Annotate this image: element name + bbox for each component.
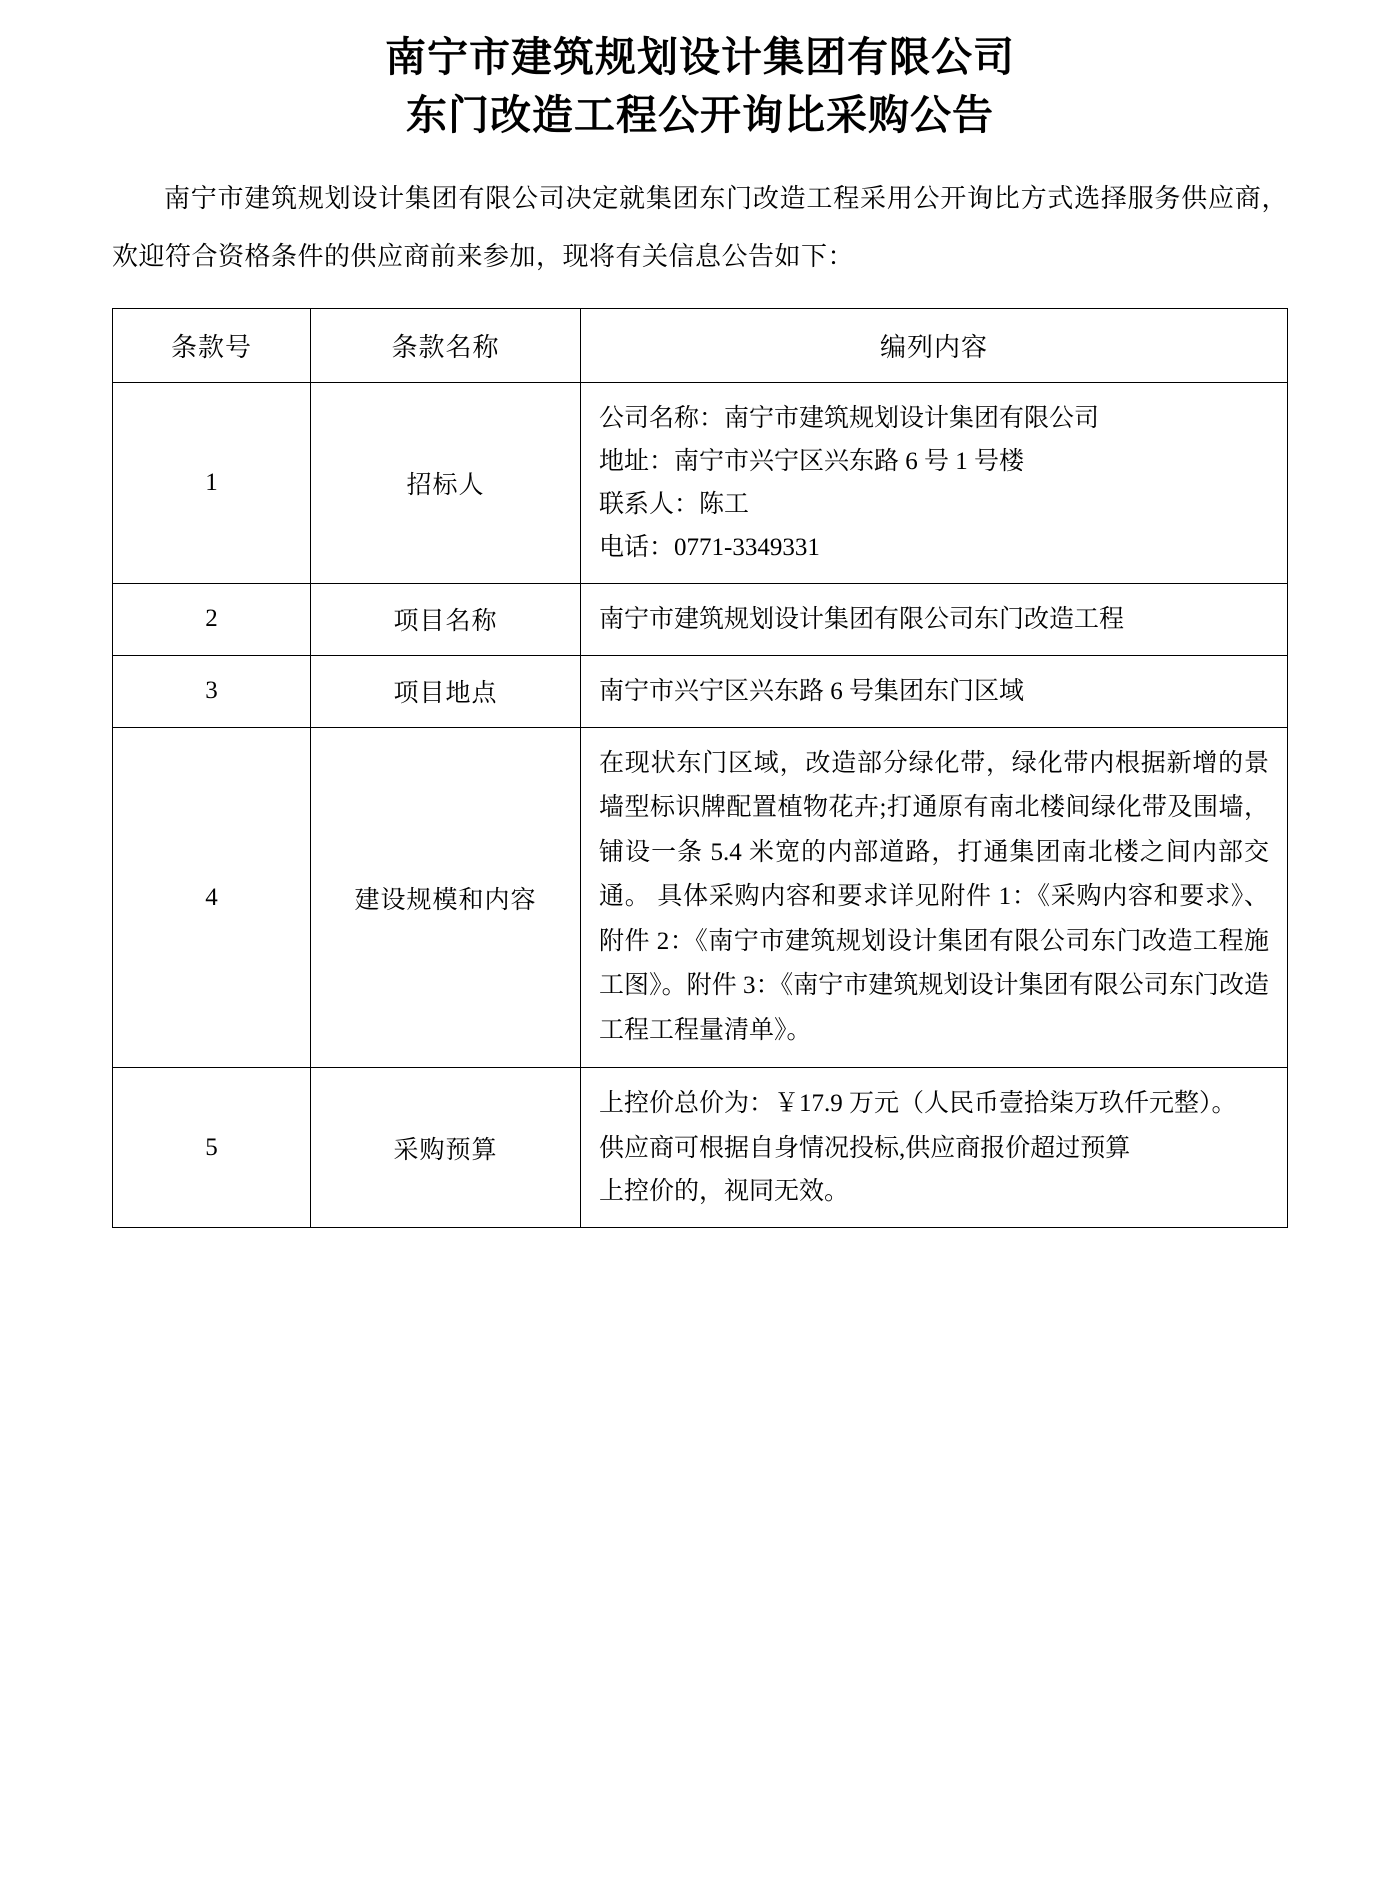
row-number: 2 [113,583,311,655]
intro-paragraph: 南宁市建筑规划设计集团有限公司决定就集团东门改造工程采用公开询比方式选择服务供应商，欢迎符合资格条件的供应商前来参加，现将有关信息公告如下： [112,184,1288,272]
table-header-row [113,308,1288,382]
column-header-name: 条款名称 [311,308,581,382]
table-row [113,1068,1288,1228]
row-content [581,727,1288,1068]
page-title-line-2: 东门改造工程公开询比采购公告 [406,92,994,139]
row-name: 项目地点 [311,655,581,727]
content-line: 公司名称：南宁市建筑规划设计集团有限公司 [599,404,1100,432]
row-name: 招标人 [311,382,581,583]
notice-table [112,308,1288,1228]
column-header-content: 编列内容 [581,308,1288,382]
content-line: 联系人：陈工 [599,490,750,518]
row-content [581,1068,1288,1228]
page-title-line-1: 南宁市建筑规划设计集团有限公司 [385,34,1015,80]
content-line: 供应商可根据自身情况投标,供应商报价超过预算 [599,1134,1131,1162]
content-line: 南宁市建筑规划设计集团有限公司东门改造工程 [599,605,1125,633]
row-name: 项目名称 [311,583,581,655]
column-header-number: 条款号 [113,308,311,382]
table-row [113,382,1288,583]
row-content [581,583,1288,655]
content-line: 南宁市兴宁区兴东路 6 号集团东门区域 [599,677,1025,705]
row-number: 1 [113,382,311,583]
content-line: 地址：南宁市兴宁区兴东路 6 号 1 号楼 [599,447,1025,475]
content-paragraph: 在现状东门区域，改造部分绿化带，绿化带内根据新增的景墙型标识牌配置植物花卉;打通原有南北楼间绿化带及围墙，铺设一条 5.4 米宽的内部道路，打通集团南北楼之间内部交通。 具体采购内容和要求详见附件 1：《采购内容和要求》、附件 2：《南宁市建筑规划设计集团有限公司东门改造工程施工图》。附件 3：《南宁市建筑规划设计集团有限公司东门改造工程工程量清单》。 [599,749,1269,1044]
table-row [113,727,1288,1068]
content-line: 电话：0771-3349331 [599,533,820,561]
row-name: 采购预算 [311,1068,581,1228]
table-row [113,583,1288,655]
row-name: 建设规模和内容 [311,727,581,1068]
row-content [581,382,1288,583]
row-number: 3 [113,655,311,727]
page-title [112,28,1288,144]
content-line: 上控价的，视同无效。 [599,1177,850,1205]
content-paragraph: 上控价总价为：￥17.9 万元（人民币壹拾柒万玖仟元整）。 [599,1090,1237,1118]
row-number: 4 [113,727,311,1068]
row-number: 5 [113,1068,311,1228]
row-content [581,655,1288,727]
table-row [113,655,1288,727]
